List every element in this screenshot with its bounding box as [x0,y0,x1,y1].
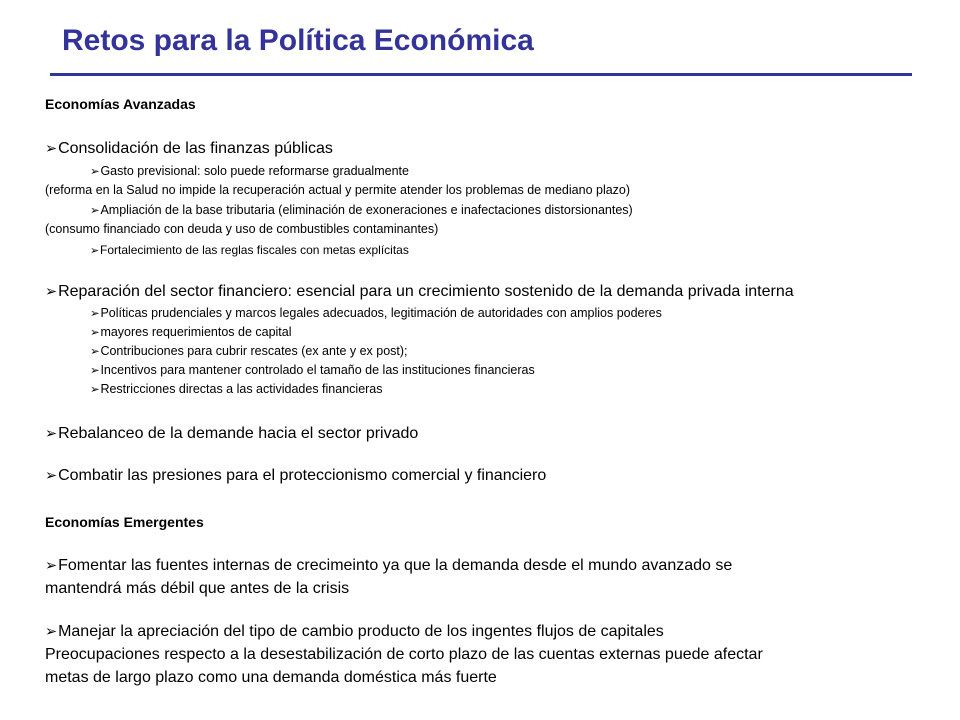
bullet-fiscal-consolidation [45,140,333,158]
section-heading-advanced: Economías Avanzadas [45,96,196,112]
subbullet-fiscal-rules [90,243,409,257]
section-heading-emerging: Economías Emergentes [45,514,204,530]
subbullet-prudential-policies [90,306,662,320]
arrow-right-icon: ➢ [45,426,58,442]
note-health-reform: (reforma en la Salud no impide la recuperación actual y permite atender los problemas de mediano plazo) [45,183,631,197]
bullet-text: Reparación del sector financiero: esencial para un crecimiento sostenido de la demanda privada interna [58,283,794,300]
arrow-right-icon: ➢ [90,384,100,396]
bullet-domestic-growth [45,557,732,575]
note-consumption: (consumo financiado con deuda y uso de combustibles contaminantes) [45,222,439,236]
subbullet-direct-restrictions [90,382,383,396]
arrow-right-icon: ➢ [90,205,100,217]
arrow-right-icon: ➢ [45,468,58,484]
bullet-text: Rebalanceo de la demande hacia el sector privado [58,425,419,442]
bullet-text: mayores requerimientos de capital [100,325,292,339]
bullet-text: Gasto previsional: solo puede reformarse gradualmente [100,164,409,178]
subbullet-capital-requirements [90,325,292,339]
arrow-right-icon: ➢ [45,284,58,300]
bullet-exchange-rate-line2: Preocupaciones respecto a la desestabilización de corto plazo de las cuentas externas puede afectar [45,646,763,663]
arrow-right-icon: ➢ [90,166,100,178]
subbullet-size-incentives [90,363,535,377]
subbullet-tax-base [90,203,633,217]
bullet-text: Combatir las presiones para el proteccionismo comercial y financiero [58,467,547,484]
arrow-right-icon: ➢ [90,327,100,339]
bullet-protectionism [45,467,546,485]
bullet-text: Consolidación de las finanzas públicas [58,140,333,157]
bullet-text: Políticas prudenciales y marcos legales adecuados, legitimación de autoridades con amplios poderes [100,306,662,320]
bullet-exchange-rate-line3: metas de largo plazo como una demanda doméstica más fuerte [45,669,497,686]
subbullet-rescue-contributions [90,344,408,358]
bullet-text: Fomentar las fuentes internas de crecimeinto ya que la demanda desde el mundo avanzado se [58,557,733,574]
arrow-right-icon: ➢ [90,365,100,377]
title-underline [50,73,912,76]
bullet-demand-rebalancing [45,425,418,443]
arrow-right-icon: ➢ [90,308,100,320]
subbullet-pension-spending [90,164,409,178]
bullet-text: Manejar la apreciación del tipo de cambio producto de los ingentes flujos de capitales [58,623,664,640]
slide-title: Retos para la Política Económica [62,24,534,57]
arrow-right-icon: ➢ [90,245,100,257]
bullet-text: Contribuciones para cubrir rescates (ex ante y ex post); [100,344,408,358]
arrow-right-icon: ➢ [90,346,100,358]
arrow-right-icon: ➢ [45,558,58,574]
bullet-text: Incentivos para mantener controlado el tamaño de las instituciones financieras [100,363,535,377]
arrow-right-icon: ➢ [45,624,58,640]
bullet-domestic-growth-cont: mantendrá más débil que antes de la crisis [45,580,350,597]
bullet-financial-repair [45,283,794,301]
bullet-text: Ampliación de la base tributaria (eliminación de exoneraciones e inafectaciones distorsionantes) [100,203,633,217]
bullet-text: Restricciones directas a las actividades financieras [100,382,383,396]
bullet-text: Fortalecimiento de las reglas fiscales con metas explícitas [100,243,409,257]
bullet-exchange-rate [45,623,664,641]
arrow-right-icon: ➢ [45,141,58,157]
